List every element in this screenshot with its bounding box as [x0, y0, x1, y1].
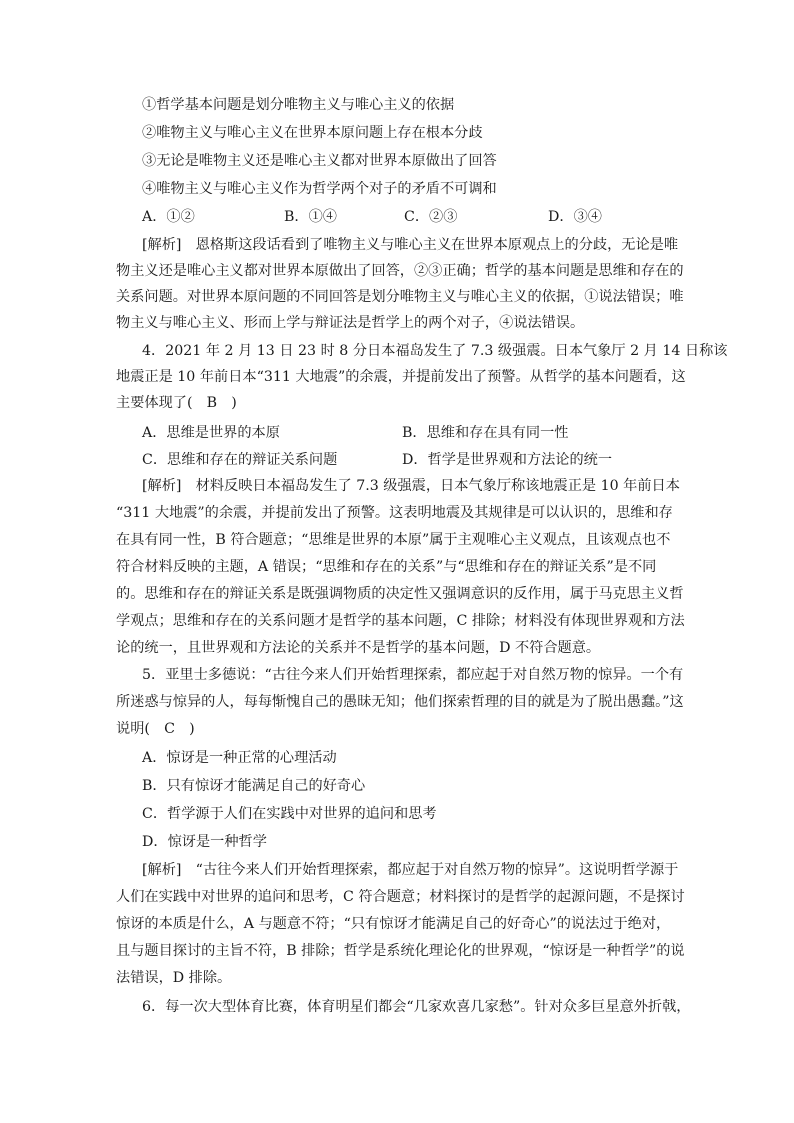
q5-stem-line-3: 说明( C )	[116, 721, 195, 737]
q4-analysis-line-3: 在具有同一性，B 符合题意；“思维是世界的本原”属于主观唯心主义观点，且该观点也不	[116, 532, 671, 548]
q5-stem-line-2: 所迷惑与惊异的人，每每惭愧自己的愚昧无知；他们探索哲理的目的就是为了脱出愚蠢。”这	[116, 694, 684, 710]
q5-stem-line-1: 5．亚里士多德说：“古往今来人们开始哲理探索，都应起于对自然万物的惊异。一个有	[142, 667, 684, 683]
q3-analysis-line-1: [解析] 恩格斯这段话看到了唯物主义与唯心主义在世界本原观点上的分歧，无论是唯	[142, 237, 679, 253]
q5-option-c: C．哲学源于人们在实践中对世界的追问和思考	[142, 806, 437, 822]
q3-option-a: A．①②	[142, 209, 195, 225]
q4-analysis-line-6: 学观点；思维和存在的关系问题才是哲学的基本问题，C 排除；材料没有体现世界观和方法	[116, 613, 685, 629]
q4-option-a: A．思维是世界的本原	[142, 425, 280, 441]
q4-options-row-1	[142, 423, 682, 443]
q3-analysis-line-4: 物主义与唯心主义、形而上学与辩证法是哲学上的两个对子，④说法错误。	[116, 315, 585, 331]
q6-stem-line-1: 6．每一次大型体育比赛，体育明星们都会“几家欢喜几家愁”。针对众多巨星意外折戟，	[142, 999, 691, 1015]
q4-analysis-line-7: 论的统一，且世界观和方法论的关系并不是哲学的基本问题，D 不符合题意。	[116, 640, 601, 656]
q4-analysis-line-5: 的。思维和存在的辩证关系是既强调物质的决定性又强调意识的反作用，属于马克思主义哲	[116, 586, 684, 602]
q4-analysis-line-1: [解析] 材料反映日本福岛发生了 7.3 级强震，日本气象厅称该地震正是 10 年前日本	[142, 478, 680, 494]
q5-analysis-line-3: 惊讶的本质是什么，A 与题意不符；“只有惊讶才能满足自己的好奇心”的说法过于绝对，	[116, 916, 671, 932]
q4-option-b: B．思维和存在具有同一性	[402, 425, 569, 441]
q3-item-1: ①哲学基本问题是划分唯物主义与唯心主义的依据	[142, 97, 455, 113]
q5-option-a: A．惊讶是一种正常的心理活动	[142, 750, 337, 766]
q5-analysis-line-4: 且与题目探讨的主旨不符，B 排除；哲学是系统化理论化的世界观，“惊讶是一种哲学”的说	[116, 943, 685, 959]
q5-analysis-line-2: 人们在实践中对世界的追问和思考，C 符合题意；材料探讨的是哲学的起源问题，不是探讨	[116, 889, 685, 905]
q3-item-4: ④唯物主义与唯心主义作为哲学两个对子的矛盾不可调和	[142, 181, 497, 197]
q5-option-b: B．只有惊讶才能满足自己的好奇心	[142, 778, 366, 794]
q4-analysis-line-2: “311 大地震”的余震，并提前发出了预警。这表明地震及其规律是可以认识的，思维和存	[116, 505, 673, 521]
q4-options-row-2	[142, 450, 682, 470]
q4-stem-line-1: 4．2021 年 2 月 13 日 23 时 8 分日本福岛发生了 7.3 级强震。日本气象厅 2 月 14 日称该	[142, 343, 728, 359]
q3-analysis-line-2: 物主义还是唯心主义都对世界本原做出了回答，②③正确；哲学的基本问题是思维和存在的	[116, 263, 684, 279]
q4-option-d: D．哲学是世界观和方法论的统一	[402, 452, 613, 468]
q5-analysis-line-1: [解析] “古往今来人们开始哲理探索，都应起于对自然万物的惊异”。这说明哲学源于	[142, 862, 679, 878]
q3-analysis-line-3: 关系问题。对世界本原问题的不同回答是划分唯物主义与唯心主义的依据，①说法错误；唯	[116, 289, 684, 305]
q3-option-b: B．①④	[284, 209, 337, 225]
q4-stem-line-2: 地震正是 10 年前日本“311 大地震”的余震，并提前发出了预警。从哲学的基本问题看，这	[116, 369, 686, 385]
q4-analysis-line-4: 符合材料反映的主题，A 错误；“思维和存在的关系”与“思维和存在的辩证关系”是不同	[116, 559, 657, 575]
q5-option-d: D．惊讶是一种哲学	[142, 834, 267, 850]
q4-option-c: C．思维和存在的辩证关系问题	[142, 452, 338, 468]
q3-option-d: D．③④	[548, 209, 602, 225]
q3-item-3: ③无论是唯物主义还是唯心主义都对世界本原做出了回答	[142, 153, 497, 169]
q3-item-2: ②唯物主义与唯心主义在世界本原问题上存在根本分歧	[142, 125, 483, 141]
q4-stem-line-3: 主要体现了( B )	[116, 395, 237, 411]
q3-option-c: C．②③	[404, 209, 458, 225]
q3-options	[142, 207, 682, 227]
q5-analysis-line-5: 法错误，D 排除。	[116, 970, 232, 986]
